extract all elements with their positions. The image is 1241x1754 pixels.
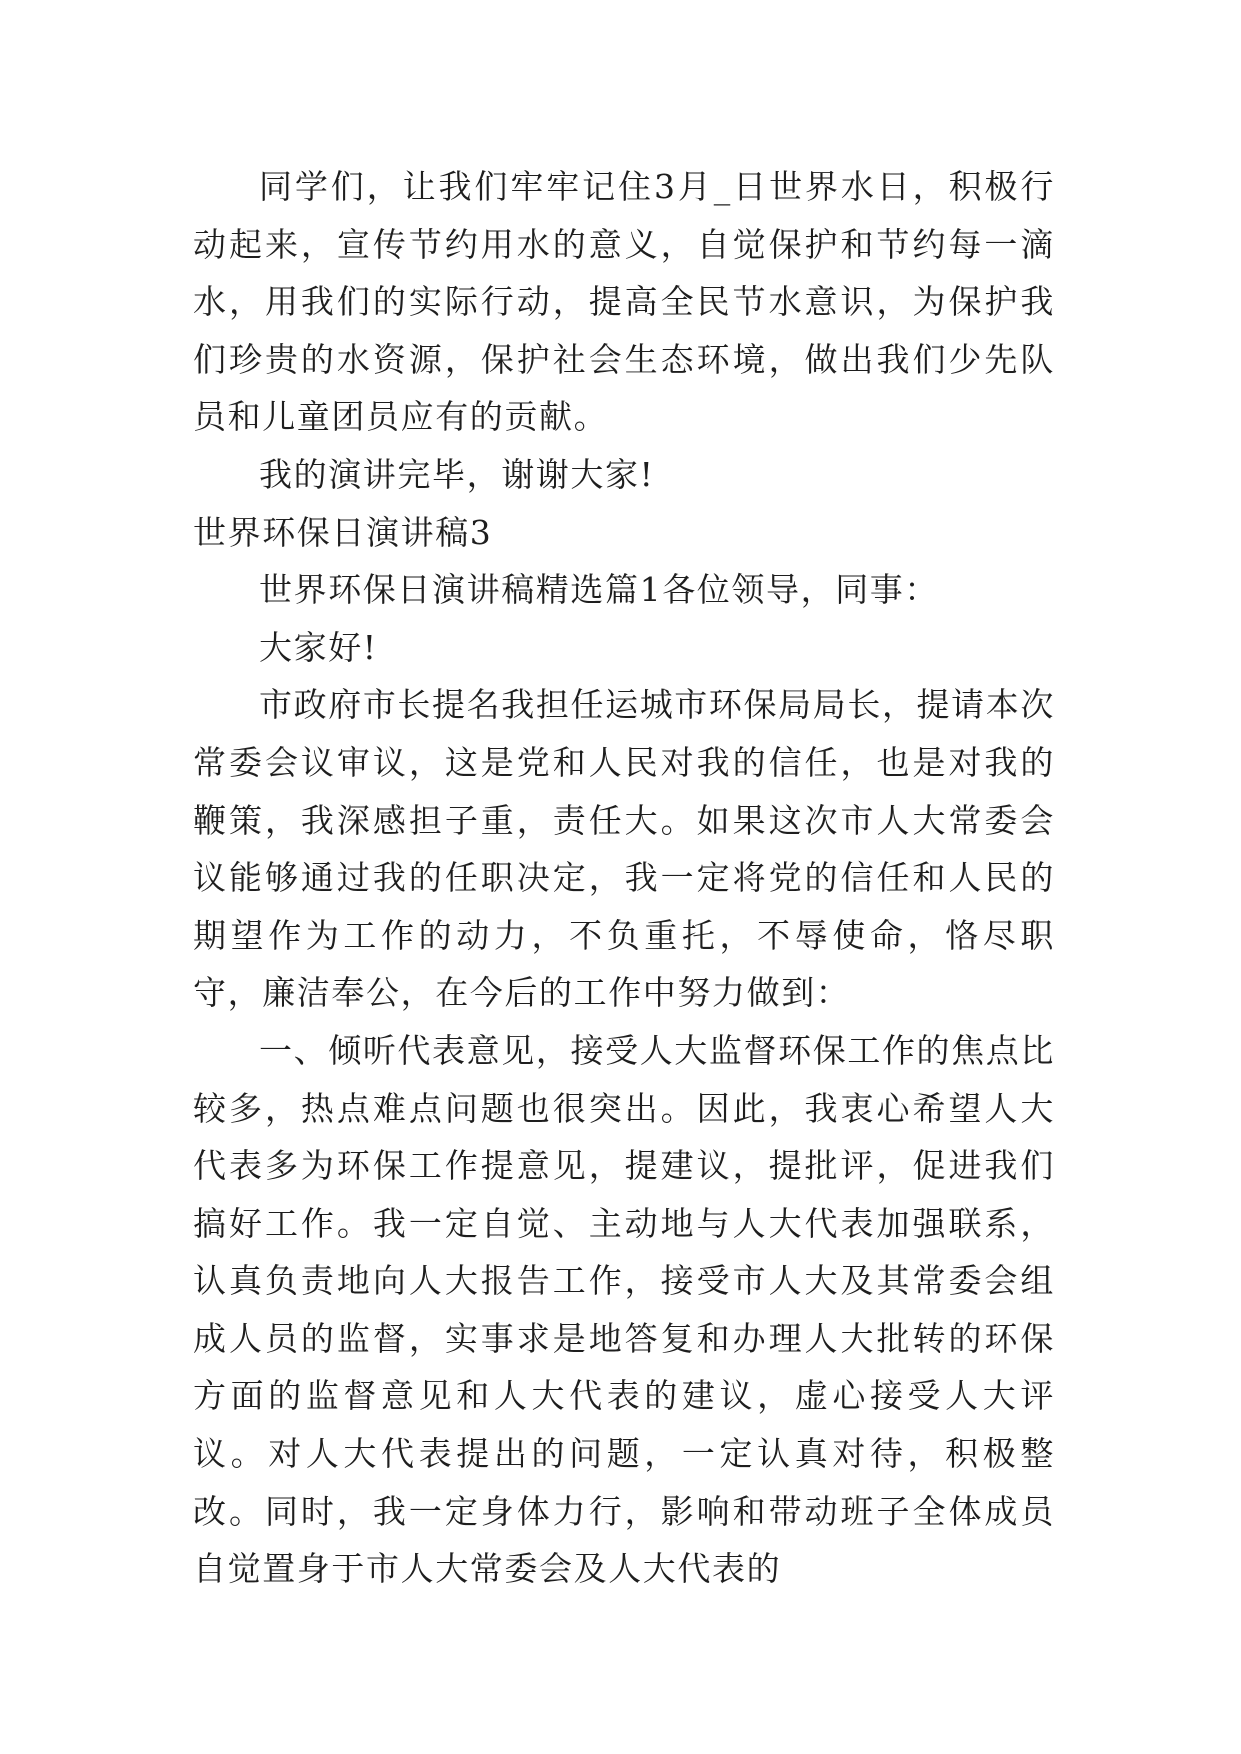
- paragraph-nomination: 市政府市长提名我担任运城市环保局局长，提请本次常委会议审议，这是党和人民对我的信任，也是对我的鞭策，我深感担子重，责任大。如果这次市人大常委会议能够通过我的任职决定，我一定将党的信任和人民的期望作为工作的动力，不负重托，不辱使命，恪尽职守，廉洁奉公，在今后的工作中努力做到：: [193, 685, 1055, 1013]
- paragraph-greeting: 大家好!: [259, 627, 378, 667]
- section-heading: 世界环保日演讲稿3: [193, 512, 493, 552]
- paragraph-water-day-appeal: 同学们，让我们牢牢记住3月_日世界水日，积极行动起来，宣传节约用水的意义，自觉保护和节约每一滴水，用我们的实际行动，提高全民节水意识，为保护我们珍贵的水资源，保护社会生态环境，做出我们少先队员和儿童团员应有的贡献。: [193, 167, 1055, 437]
- paragraph-speech-closing: 我的演讲完毕，谢谢大家!: [259, 454, 655, 494]
- document-body: [193, 158, 1055, 1598]
- paragraph-point-one: 一、倾听代表意见，接受人大监督环保工作的焦点比较多，热点难点问题也很突出。因此，我衷心希望人大代表多为环保工作提意见，提建议，提批评，促进我们搞好工作。我一定自觉、主动地与人大代表加强联系，认真负责地向人大报告工作，接受市人大及其常委会组成人员的监督，实事求是地答复和办理人大批转的环保方面的监督意见和人大代表的建议，虚心接受人大评议。对人大代表提出的问题，一定认真对待，积极整改。同时，我一定身体力行，影响和带动班子全体成员自觉置身于市人大常委会及人大代表的: [193, 1030, 1055, 1589]
- paragraph-salutation: 世界环保日演讲稿精选篇1各位领导，同事：: [259, 570, 939, 610]
